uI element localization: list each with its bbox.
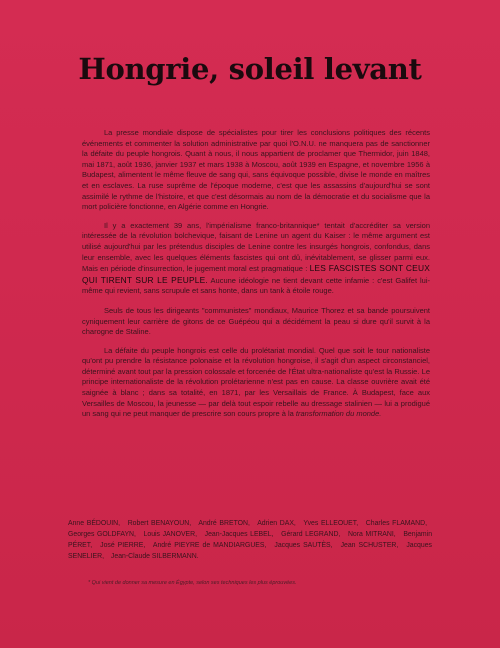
signatory-name: Charles FLAMAND, — [365, 520, 427, 527]
signatory-name: Adrien DAX, — [257, 520, 296, 527]
signatory-name: Benjamin PÉRET, — [68, 531, 433, 549]
signatory-name: Georges GOLDFAYN, — [68, 531, 136, 538]
paragraph-2 — [82, 221, 430, 297]
caps-phrase: LES FASCISTES SONT CEUX QUI TIRENT SUR LE PEUPLE. — [82, 263, 430, 285]
signatory-name: Nora MITRANI, — [347, 531, 396, 538]
signatory-name: André BRETON, — [198, 520, 250, 527]
paragraph-4 — [82, 346, 430, 420]
paragraph-2-end: Aucune idéologie ne tient devant cette infamie : c'est Galifet lui-même qui revient, sans scrupule et sans honte, dans un tank à étoile rouge. — [82, 275, 431, 296]
paragraph-4-text: La défaite du peuple hongrois est celle du prolétariat mondial. Quel que soit le tour nationaliste qu'ont pu prendre la résistance polonaise et la révolution hongroise, il s'agit d'un aspect circonstanciel, déterminé avant tout par la pression colossale et forcenée de l'État ultra-nationaliste qu'est la Russie. Le principe internationaliste de la révolution prolétarienne n'est pas en cause. La classe ouvrière avait été saignée à blanc ; dans sa totalité, en 1871, par les Versaillais de France. À Budapest, face aux Versailles de Moscou, la jeunesse — par delà tout espoir rebelle au dressage stalinien — lui a prodigué un sang qui ne peut manquer de prescrire son cours propre à la — [82, 345, 430, 419]
signatory-name: Louis JANOVER, — [143, 531, 198, 538]
signatory-name: Jean-Jacques LEBEL, — [204, 531, 274, 538]
signatory-name: José PIERRE, — [100, 542, 146, 549]
signatories-list — [68, 518, 432, 562]
signatory-name: Jean-Claude SILBERMANN. — [110, 553, 199, 560]
paragraph-2-text: Il y a exactement 39 ans, l'impérialisme franco-britannique* tentait d'accréditer sa version intéressée de la révolution bolchevique, faisant de Lenine un agent du Kaiser : le même argument est utilisé aujourd'hui par les prétendus disciples de Lenine contre les insurgés hongrois, confondus, dans leur ensemble, avec les quelques éléments fascistes qui ont dû, inévitablement, se glisser parmi eux. Mais en période d'insurrection, le jugement moral est pragmatique : — [82, 220, 430, 274]
signatory-name: André PIEYRE de MANDIARGUES, — [152, 542, 267, 549]
signatory-name: Yves ELLEOUET, — [303, 520, 359, 527]
signatory-name: Gérard LEGRAND, — [281, 531, 341, 538]
signatory-name: Anne BÉDOUIN, — [68, 520, 121, 527]
paragraph-1: La presse mondiale dispose de spécialistes pour tirer les conclusions politiques des récents événements et commenter la solution administrative par quoi l'O.N.U. ne manquera pas de sanctionner la défaite du peuple hongrois. Quant à nous, il nous appartient de proclamer que Thermidor, juin 1848, mai 1871, août 1936, janvier 1937 et mars 1938 à Moscou, août 1939 en Espagne, et novembre 1956 à Budapest, alimentent le même fleuve de sang qui, sans équivoque possible, divise le monde en maîtres et en esclaves. La ruse suprême de l'époque moderne, c'est que les assassins d'aujourd'hui se sont assimilé le rythme de l'histoire, et que c'est désormais au nom de la démocratie et du socialisme que la mort policière fonctionne, en Algérie comme en Hongrie. — [82, 128, 430, 212]
signatory-name: Jacques SAUTÈS, — [274, 542, 333, 549]
signatory-name: Jean SCHUSTER, — [340, 542, 399, 549]
footnote: * Qui vient de donner sa mesure en Égypte, selon ses techniques les plus éprouvées. — [88, 580, 297, 586]
document-body — [82, 128, 430, 428]
paragraph-4-italic: transformation du monde. — [295, 409, 382, 419]
document-title: Hongrie, soleil levant — [78, 52, 422, 86]
signatory-name: Robert BENAYOUN, — [127, 520, 192, 527]
paragraph-3: Seuls de tous les dirigeants "communistes" mondiaux, Maurice Thorez et sa bande poursuivent cyniquement leur carrière de gitons de ce Guépéou qui a décidément la peau si dure qu'il survit à la charogne de Staline. — [82, 305, 430, 337]
signatory-name: Jacques SENELIER, — [68, 542, 432, 560]
